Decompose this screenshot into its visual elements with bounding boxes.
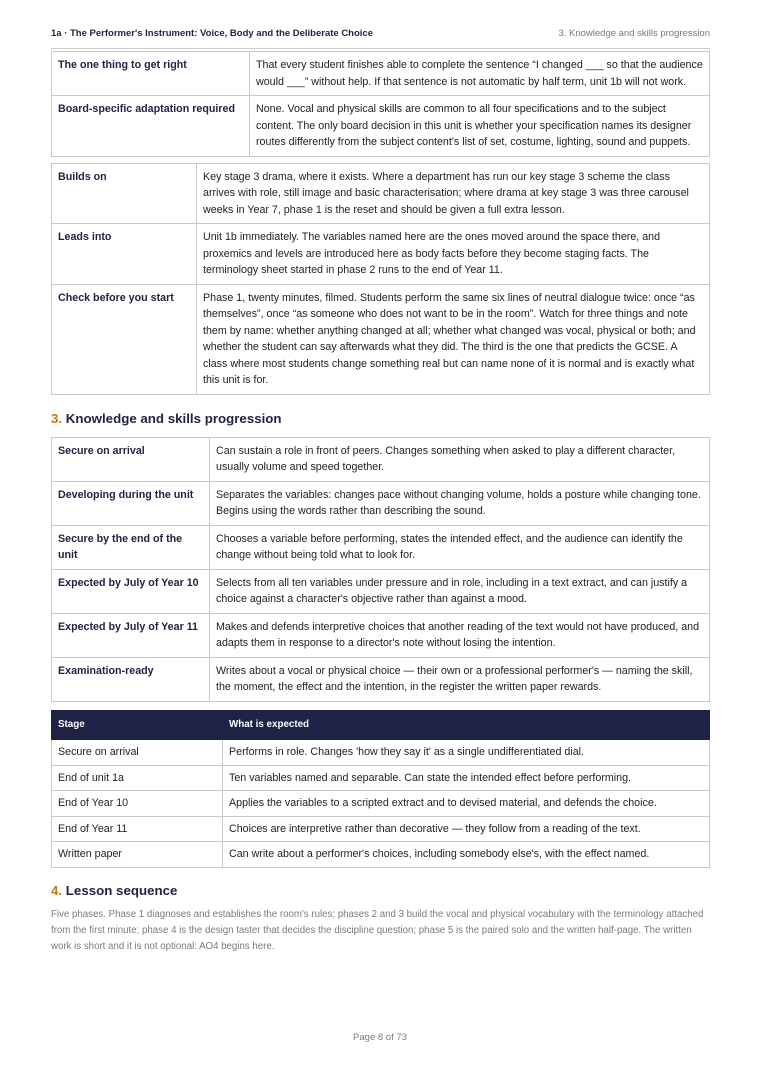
table-header-row [52, 710, 710, 740]
row-label: Board-specific adaptation required [52, 96, 250, 157]
stages-table [51, 710, 710, 868]
planning-table [51, 51, 710, 157]
row-label: Leads into [52, 224, 197, 285]
expected-cell: Choices are interpretive rather than decorative — they follow from a reading of the text. [223, 816, 710, 842]
section-intro: Five phases. Phase 1 diagnoses and establishes the room's rules; phases 2 and 3 build the vocal and physical vocabulary with the terminology attached from the first minute; phase 4 is the design taster that decides the discipline question; phase 5 is the paired solo and the written half-page. The written work is short and it is not optional: AO4 begins here. [51, 908, 704, 952]
row-text: Selects from all ten variables under pressure and in role, including in a text extract, and can justify a choice against a character's objective rather than against a mood. [210, 569, 710, 613]
table-row [52, 613, 710, 657]
table-row [52, 52, 710, 96]
section-heading [51, 411, 710, 431]
table-row [52, 96, 710, 157]
row-text: Phase 1, twenty minutes, filmed. Students perform the same six lines of neutral dialogue twice: once “as themselves”, once “as someone who does not want to be in the room”. Watch for three things and note them by name: whether anything changed at all; whether what changed was vocal, physical or both; and whether the student can say afterwards what they did. The third is the one that predicts the GCSE. A class where most students change something real but can name none of it is normal and is exactly what this unit is for. [197, 284, 710, 394]
table-row [52, 765, 710, 791]
row-text: That every student finishes able to complete the sentence “I changed ___ so that the audience would ___” without help. If that sentence is not automatic by half term, unit 1b will not work. [250, 52, 710, 96]
table-row [52, 657, 710, 701]
section-title: Lesson sequence [65, 882, 178, 898]
stage-cell: End of Year 10 [52, 791, 223, 817]
table-row [52, 163, 710, 224]
table-row [52, 842, 710, 868]
expected-cell: Ten variables named and separable. Can state the intended effect before performing. [223, 765, 710, 791]
row-label: Expected by July of Year 11 [52, 613, 210, 657]
page-number: Page 8 of 73 [353, 1032, 407, 1043]
stage-cell: End of unit 1a [52, 765, 223, 791]
progression-table [51, 437, 710, 702]
section-heading [51, 883, 710, 903]
running-header [51, 28, 710, 42]
stage-cell: Written paper [52, 842, 223, 868]
document-title: 1a · The Performer's Instrument: Voice, Body and the Deliberate Choice [51, 28, 373, 39]
section-number: 3. [51, 410, 63, 426]
section-title: Knowledge and skills progression [65, 410, 282, 426]
column-header-expected: What is expected [223, 710, 710, 740]
table-row [52, 791, 710, 817]
row-label: Check before you start [52, 284, 197, 394]
row-text: Chooses a variable before performing, states the intended effect, and the audience can identify the change without being told what to look for. [210, 525, 710, 569]
stage-cell: Secure on arrival [52, 740, 223, 766]
row-text: None. Vocal and physical skills are common to all four specifications and to the subject content. The only board decision in this unit is whether your specification names its designer routes differently from the subject content's list of set, costume, lighting, sound and puppets. [250, 96, 710, 157]
expected-cell: Applies the variables to a scripted extract and to devised material, and defends the choice. [223, 791, 710, 817]
column-header-stage: Stage [52, 710, 223, 740]
table-row [52, 569, 710, 613]
row-text: Unit 1b immediately. The variables named here are the ones moved around the space there, and proxemics and levels are introduced here as body facts before they become staging facts. The terminology sheet started in phase 2 runs to the end of Year 11. [197, 224, 710, 285]
table-row [52, 740, 710, 766]
row-label: Builds on [52, 163, 197, 224]
table-row [52, 224, 710, 285]
table-row [52, 437, 710, 481]
row-label: Expected by July of Year 10 [52, 569, 210, 613]
row-label: Developing during the unit [52, 481, 210, 525]
table-row [52, 481, 710, 525]
page [51, 0, 710, 964]
section-running-title: 3. Knowledge and skills progression [558, 28, 710, 39]
row-text: Can sustain a role in front of peers. Changes something when asked to play a different character, usually volume and speed together. [210, 437, 710, 481]
row-text: Writes about a vocal or physical choice — their own or a professional performer's — naming the skill, the moment, the effect and the intention, in the register the written paper rewards. [210, 657, 710, 701]
row-text: Key stage 3 drama, where it exists. Where a department has run our key stage 3 scheme the class arrives with role, still image and basic characterisation; where drama at key stage 3 was three carousel weeks in Year 7, phase 1 is the reset and should be given a full extra lesson. [197, 163, 710, 224]
context-table [51, 163, 710, 395]
expected-cell: Can write about a performer's choices, including somebody else's, with the effect named. [223, 842, 710, 868]
row-text: Separates the variables: changes pace without changing volume, holds a posture while changing tone. Begins using the words rather than describing the sound. [210, 481, 710, 525]
table-row [52, 816, 710, 842]
stage-cell: End of Year 11 [52, 816, 223, 842]
section-number: 4. [51, 882, 63, 898]
table-row [52, 284, 710, 394]
row-label: The one thing to get right [52, 52, 250, 96]
table-row [52, 525, 710, 569]
expected-cell: Performs in role. Changes 'how they say it' as a single undifferentiated dial. [223, 740, 710, 766]
row-text: Makes and defends interpretive choices that another reading of the text would not have produced, and adapts them in response to a director's note without losing the intention. [210, 613, 710, 657]
header-rule [51, 48, 710, 49]
row-label: Secure by the end of the unit [52, 525, 210, 569]
row-label: Secure on arrival [52, 437, 210, 481]
row-label: Examination-ready [52, 657, 210, 701]
